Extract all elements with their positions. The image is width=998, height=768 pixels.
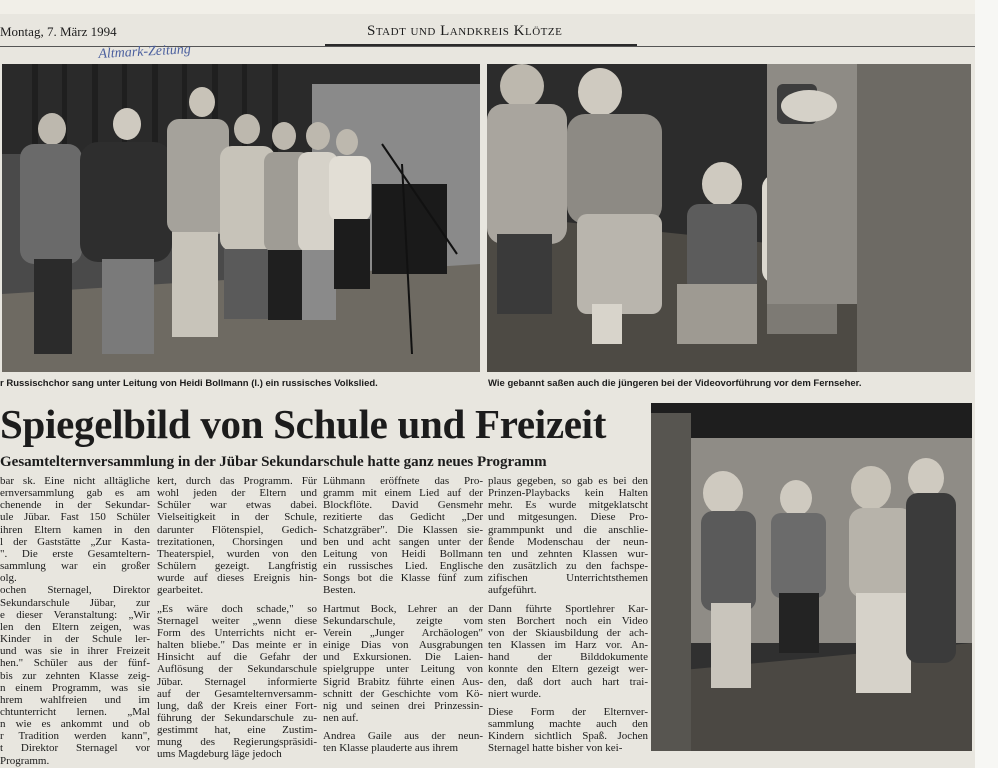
article-line: gestimmt hat, eine Zustim- (157, 724, 317, 737)
article-line: Programm. (0, 754, 50, 767)
article-line: bar sk. Eine nicht alltägliche (0, 475, 150, 487)
article-line: einige Dias von Ausgrabungen (323, 639, 483, 652)
article-line: aufgeführt. (488, 584, 537, 597)
issue-date: Montag, 7. März 1994 (0, 24, 117, 39)
article-line: von der Skiausbildung der ach- (488, 626, 648, 639)
article-line: Schatzgräber". Die Klassen sie- (323, 523, 483, 536)
article-line: Theaterspiel, wurden von den (157, 547, 317, 560)
article-line: hrem wahlfreien und im (0, 693, 150, 706)
article-line: niert wurde. (488, 687, 542, 700)
article-line: ihren Eltern kamen in den (0, 523, 150, 536)
article-line: spielgruppe unter Leitung von (323, 663, 483, 676)
article-line: wohl jeden der Eltern und (157, 487, 317, 500)
article-line: ein russisches Lied. Englische (323, 560, 483, 573)
scan-edge (975, 0, 998, 768)
article-line: Dann führte Sportlehrer Kar- (488, 602, 648, 615)
article-line: Besten. (323, 584, 356, 597)
article-line: Leitung von Heidi Bollmann (323, 547, 483, 560)
article-line: Verein „Junger Archäologen" (323, 626, 483, 639)
article-subheadline: Gesamtelternversammlung in der Jübar Sekundarschule hatte ganz neues Programm (0, 454, 547, 470)
article-line: auf der Gesamtelternversamm- (157, 687, 317, 700)
article-line: Jübar. Sternagel informierte (157, 675, 317, 688)
article-line: Andrea Gaile aus der neun- (323, 730, 483, 743)
article-line: len den Eltern zeigen, was (0, 620, 150, 633)
article-line: ten und zehnten Klassen wur- (488, 547, 648, 560)
section-title: Stadt und Landkreis Klötze (367, 23, 563, 39)
article-line: hand der Bilddokumente (488, 651, 648, 664)
article-line: r Tradition werden kann", (0, 730, 150, 743)
article-line: ßende Modenschau der neun- (488, 535, 648, 548)
article-line: kert, durch das Programm. Für (157, 475, 317, 487)
article-line: wurde auf dieses Ereignis hin- (157, 572, 317, 585)
article-line: Sigrid Brabitz führte einen Aus- (323, 675, 483, 688)
article-line: olg. (0, 572, 17, 585)
article-line: den, daß dort auch hart trai- (488, 675, 648, 688)
article-column-4 (488, 475, 648, 768)
dance-photo (651, 403, 972, 751)
article-line: Hinsicht auf die Gefahr der (157, 651, 317, 664)
article-line: sammlung machte auch den (488, 717, 648, 730)
article-line: chenende in der Sekundar- (0, 499, 150, 512)
article-line: ernversammlung gab es am (0, 487, 150, 500)
article-line: Kinder in der Schule ler- (0, 633, 150, 646)
article-line: gramm mit einem Lied auf der (323, 487, 483, 500)
article-line: grammpunkt und die anschlie- (488, 523, 648, 536)
article-line: nig und seinen drei Prinzessin- (323, 699, 483, 712)
article-line: ten Klassen im Harz vor. An- (488, 639, 648, 652)
article-line: halten bliebe." Das meinte er in (157, 639, 317, 652)
article-line: bis zur zehnten Klasse zeig- (0, 669, 150, 682)
article-line: Sternagel hatte bisher von kei- (488, 742, 623, 755)
choir-photo (2, 64, 480, 372)
article-line: zifischen Unterrichtsthemen (488, 572, 648, 585)
article-line: Sternagel weiter „wenn diese (157, 614, 317, 627)
article-line: Diese Form der Elternver- (488, 705, 648, 718)
article-line: Schülern gezeigt. Langfristig (157, 560, 317, 573)
article-line: ochen Sternagel, Direktor (0, 584, 150, 597)
article-line: Form des Unterrichts nicht er- (157, 626, 317, 639)
article-line: und Exkursionen. Die Laien- (323, 651, 483, 664)
article-column-3 (323, 475, 483, 768)
video-caption: Wie gebannt saßen auch die jüngeren bei der Videovorführung vor dem Fernseher. (488, 378, 862, 389)
article-line: mehr. Es wurde mitgeklatscht (488, 499, 648, 512)
article-line: trezitationen, Chorsingen und (157, 535, 317, 548)
article-line: sten Borchert noch ein Video (488, 614, 648, 627)
article-line: ben und acht sangen unter der (323, 535, 483, 548)
article-line: Schüler war etwas dabei. (157, 499, 317, 512)
article-line: ". Die erste Gesamteltern- (0, 547, 150, 560)
article-line: und was sie in ihrer Freizeit (0, 645, 150, 658)
video-photo (487, 64, 971, 372)
article-line: nen auf. (323, 711, 359, 724)
article-line: ten Klasse plauderte aus ihrem (323, 742, 459, 755)
article-column-2 (157, 475, 317, 768)
article-line: und mitgesungen. Diese Pro- (488, 511, 648, 524)
article-line: Auflösung der Sekundarschule (157, 663, 317, 676)
article-line: „Es wäre doch schade," so (157, 602, 317, 615)
article-line: t Direktor Sternagel vor (0, 742, 150, 755)
article-line: n wie es ankommt und ob (0, 718, 150, 731)
article-line: Songs bot die Klasse fünf zum (323, 572, 483, 585)
article-line: lung, daß der Kreis einer Fort- (157, 699, 317, 712)
article-line: gearbeitet. (157, 584, 204, 597)
article-line: ums Magdeburg läge jedoch (157, 748, 282, 761)
article-line: Blockflöte. David Gensmehr (323, 499, 483, 512)
article-line: den zusätzlich zu den fachspe- (488, 560, 648, 573)
article-line: konnte den Eltern gezeigt wer- (488, 663, 648, 676)
article-line: Kindern sichtlich Spaß. Jochen (488, 730, 648, 743)
article-headline: Spiegelbild von Schule und Freizeit (0, 401, 607, 447)
article-line: Prinzen-Playbacks kein Halten (488, 487, 648, 500)
article-line: hen." Schüler aus der fünf- (0, 657, 150, 670)
article-line: Vielseitigkeit in der Schule, (157, 511, 317, 524)
article-line: schnitt der Geschichte vom Kö- (323, 687, 483, 700)
article-line: sammlung war ein großer (0, 560, 150, 573)
handwritten-note: Altmark-Zeitung (98, 42, 192, 62)
article-line: führung der Sekundarschule zu- (157, 711, 317, 724)
article-line: rezitierte das Gedicht „Der (323, 511, 483, 524)
article-line: Lühmann eröffnete das Pro- (323, 475, 483, 487)
article-line: Sekundarschule Jübar, zur (0, 596, 150, 609)
article-line: Sekundarschule, zeigte vom (323, 614, 483, 627)
article-line: l der Gaststätte „Zur Kasta- (0, 535, 150, 548)
article-column-1 (0, 475, 150, 768)
article-line: Hartmut Bock, Lehrer an der (323, 602, 483, 615)
article-line: e dieser Veranstaltung: „Wir (0, 608, 150, 621)
article-line: mung des Regierungspräsidi- (157, 736, 317, 749)
choir-caption: r Russischchor sang unter Leitung von Heidi Bollmann (l.) ein russisches Volkslied. (0, 378, 378, 389)
article-line: chtunterricht lernen. „Mal (0, 705, 150, 718)
article-line: darunter Flötenspiel, Gedich- (157, 523, 317, 536)
article-line: ule Jübar. Fast 150 Schüler (0, 511, 150, 524)
article-line: n einem Programm, was sie (0, 681, 150, 694)
article-line: plaus gegeben, so gab es bei den (488, 475, 648, 487)
